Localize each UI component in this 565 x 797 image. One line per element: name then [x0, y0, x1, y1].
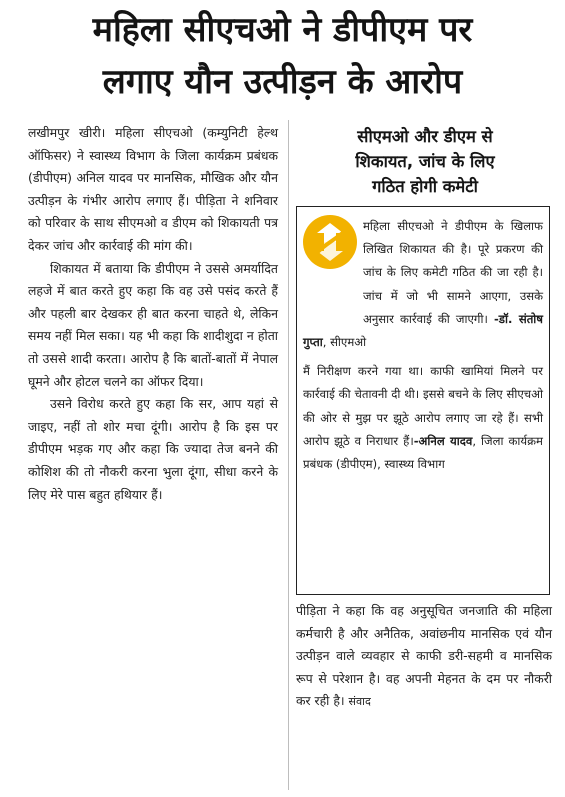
victim-statement [296, 600, 552, 714]
headline-line-2: लगाए यौन उत्पीड़न के आरोप [102, 62, 463, 102]
right-bottom-column [296, 600, 552, 714]
quote-cmo-author: -डॉ. संतोष गुप्ता [303, 311, 544, 350]
quote-cmo-text: महिला सीएचओ ने डीपीएम के खिलाफ लिखित शिकायत की है। पूरे प्रकरण की जांच के लिए कमेटी गठित की जा रही है। जांच में जो भी सामने आएगा, उसके अनुसार कार्रवाई की जाएगी। [363, 219, 543, 326]
quote-dpm-author: -अनिल यादव [413, 433, 473, 448]
left-column [28, 122, 278, 506]
subheadline-line-2: शिकायत, जांच के लिए [355, 152, 495, 171]
quote-dpm [303, 360, 543, 476]
column-divider [288, 120, 289, 790]
quote-cmo-role: , सीएमओ [322, 335, 367, 350]
paragraph-3: उसने विरोध करते हुए कहा कि सर, आप यहां से जाइए, नहीं तो शोर मचा दूंगी। आरोप है कि इस पर डीपीएम भड़क गए और कहा कि ज्यादा तेज बनने की कोशिश की तो नौकरी करना भुला दूंगा, सीधा करने के लिए मेरे पास बहुत हथियार हैं। [28, 396, 278, 502]
subheadline-line-3: गठित होगी कमेटी [372, 177, 478, 196]
quote-dpm-role: , जिला कार्यक्रम प्रबंधक (डीपीएम), स्वास्थ्य विभाग [303, 433, 543, 472]
quote-box [296, 206, 550, 595]
victim-statement-text: पीड़िता ने कहा कि वह अनुसूचित जनजाति की महिला कर्मचारी है और अनैतिक, अवांछनीय मानसिक एवं यौन उत्पीड़न वाले व्यवहार से काफी डरी-सहमी व मानसिक रूप से परेशान है। वह अपनी मेहनत के दम पर नौकरी कर रही है। [296, 603, 552, 709]
paragraph-1: लखीमपुर खीरी। महिला सीएचओ (कम्युनिटी हेल्थ ऑफिसर) ने स्वास्थ्य विभाग के जिला कार्यक्रम प्रबंधक (डीपीएम) अनिल यादव पर मानसिक, मौखिक और यौन उत्पीड़न के गंभीर आरोप लगाए हैं। पीड़िता ने शनिवार को परिवार के साथ सीएमओ व डीएम को शिकायती पत्र देकर जांच और कार्रवाई की मांग की। [28, 125, 278, 253]
news-credit: संवाद [348, 695, 371, 709]
paragraph-2: शिकायत में बताया कि डीपीएम ने उससे अमर्यादित लहजे में बात करते हुए कहा कि वह उसे पसंद करते हैं और पहली बार देखकर ही बात करना चाहते थे, लेकिन समय नहीं मिल सका। यह भी कहा कि शादीशुदा न होता तो उससे शादी करता। आरोप है कि बातों-बातों में नेपाल घूमने और होटल चलने का ऑफर दिया। [28, 260, 278, 389]
quote-dpm-text: मैं निरीक्षण करने गया था। काफी खामियां मिलने पर कार्रवाई की चेतावनी दी थी। इससे बचने के लिए सीएचओ की ओर से मुझ पर झूठे आरोप लगाए जा रहे हैं। सभी आरोप झूठे व निराधार हैं। [303, 364, 543, 448]
headline [10, 4, 555, 108]
subheadline-line-1: सीएमओ और डीएम से [357, 127, 493, 146]
quote-box-text [303, 215, 543, 476]
headline-line-1: महिला सीएचओ ने डीपीएम पर [92, 10, 473, 50]
subheadline [296, 124, 554, 199]
